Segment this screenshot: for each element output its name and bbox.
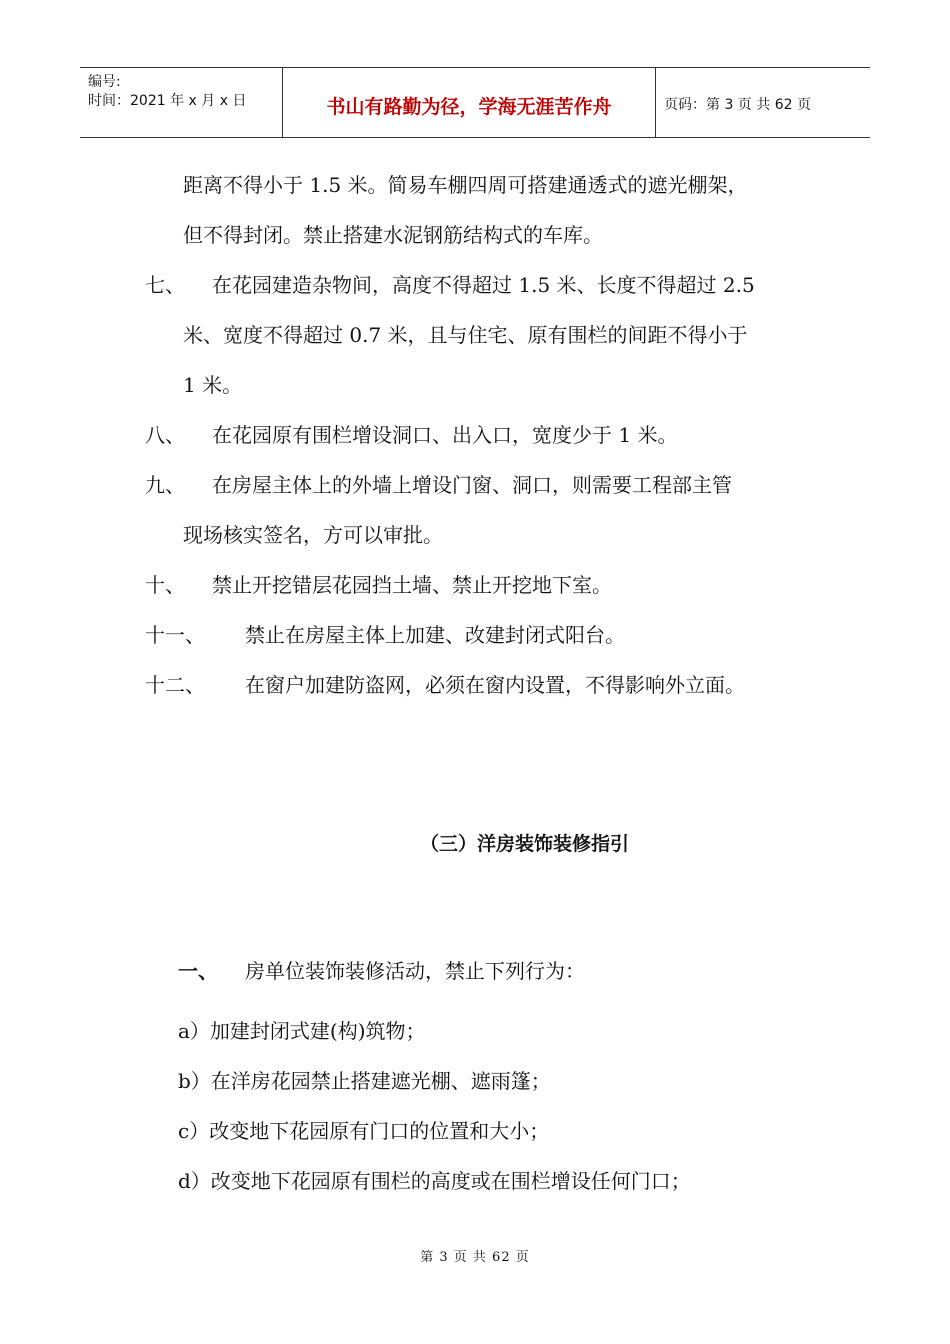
header-motto: 书山有路勤为径，学海无涯苦作舟 bbox=[326, 96, 612, 118]
body-line: 房单位装饰装修活动，禁止下列行为： bbox=[245, 959, 585, 983]
body-line: 在花园原有围栏增设洞口、出入口，宽度少于 1 米。 bbox=[212, 423, 678, 447]
body-line: 在房屋主体上的外墙上增设门窗、洞口，则需要工程部主管 bbox=[212, 473, 732, 497]
body-line: 在窗户加建防盗网，必须在窗内设置，不得影响外立面。 bbox=[245, 673, 745, 697]
body-line: 1 米。 bbox=[183, 373, 243, 397]
item-number: 十、 bbox=[145, 573, 185, 597]
body-line: 但不得封闭。禁止搭建水泥钢筋结构式的车库。 bbox=[183, 223, 603, 247]
item-number: 一、 bbox=[178, 959, 218, 983]
item-number: 十一、 bbox=[145, 623, 205, 647]
body-line: 在花园建造杂物间，高度不得超过 1.5 米、长度不得超过 2.5 bbox=[212, 273, 755, 297]
item-number: 八、 bbox=[145, 423, 185, 447]
item-number: 十二、 bbox=[145, 673, 205, 697]
body-line: 现场核实签名，方可以审批。 bbox=[183, 523, 443, 547]
document-date: 时间：2021 年 x 月 x 日 bbox=[88, 93, 247, 109]
section-title: （三）洋房装饰装修指引 bbox=[420, 833, 630, 855]
list-item: c）改变地下花园原有门口的位置和大小； bbox=[178, 1119, 550, 1143]
header-motto-cell bbox=[282, 68, 656, 137]
header-meta bbox=[80, 68, 282, 137]
document-number-label: 编号: bbox=[88, 74, 121, 90]
item-number: 七、 bbox=[145, 273, 185, 297]
body-line: 禁止开挖错层花园挡土墙、禁止开挖地下室。 bbox=[212, 573, 612, 597]
header-page-info: 页码：第 3 页 共 62 页 bbox=[664, 97, 811, 113]
page-footer: 第 3 页 共 62 页 bbox=[420, 1250, 530, 1265]
body-line: 距离不得小于 1.5 米。简易车棚四周可搭建通透式的遮光棚架， bbox=[183, 173, 748, 197]
list-item: b）在洋房花园禁止搭建遮光棚、遮雨篷； bbox=[178, 1069, 551, 1093]
page-header bbox=[80, 67, 870, 138]
header-page-cell bbox=[655, 68, 870, 137]
list-item: d）改变地下花园原有围栏的高度或在围栏增设任何门口； bbox=[178, 1169, 691, 1193]
item-number: 九、 bbox=[145, 473, 185, 497]
body-line: 米、宽度不得超过 0.7 米，且与住宅、原有围栏的间距不得小于 bbox=[183, 323, 748, 347]
body-line: 禁止在房屋主体上加建、改建封闭式阳台。 bbox=[245, 623, 625, 647]
list-item: a）加建封闭式建(构)筑物； bbox=[178, 1019, 426, 1043]
